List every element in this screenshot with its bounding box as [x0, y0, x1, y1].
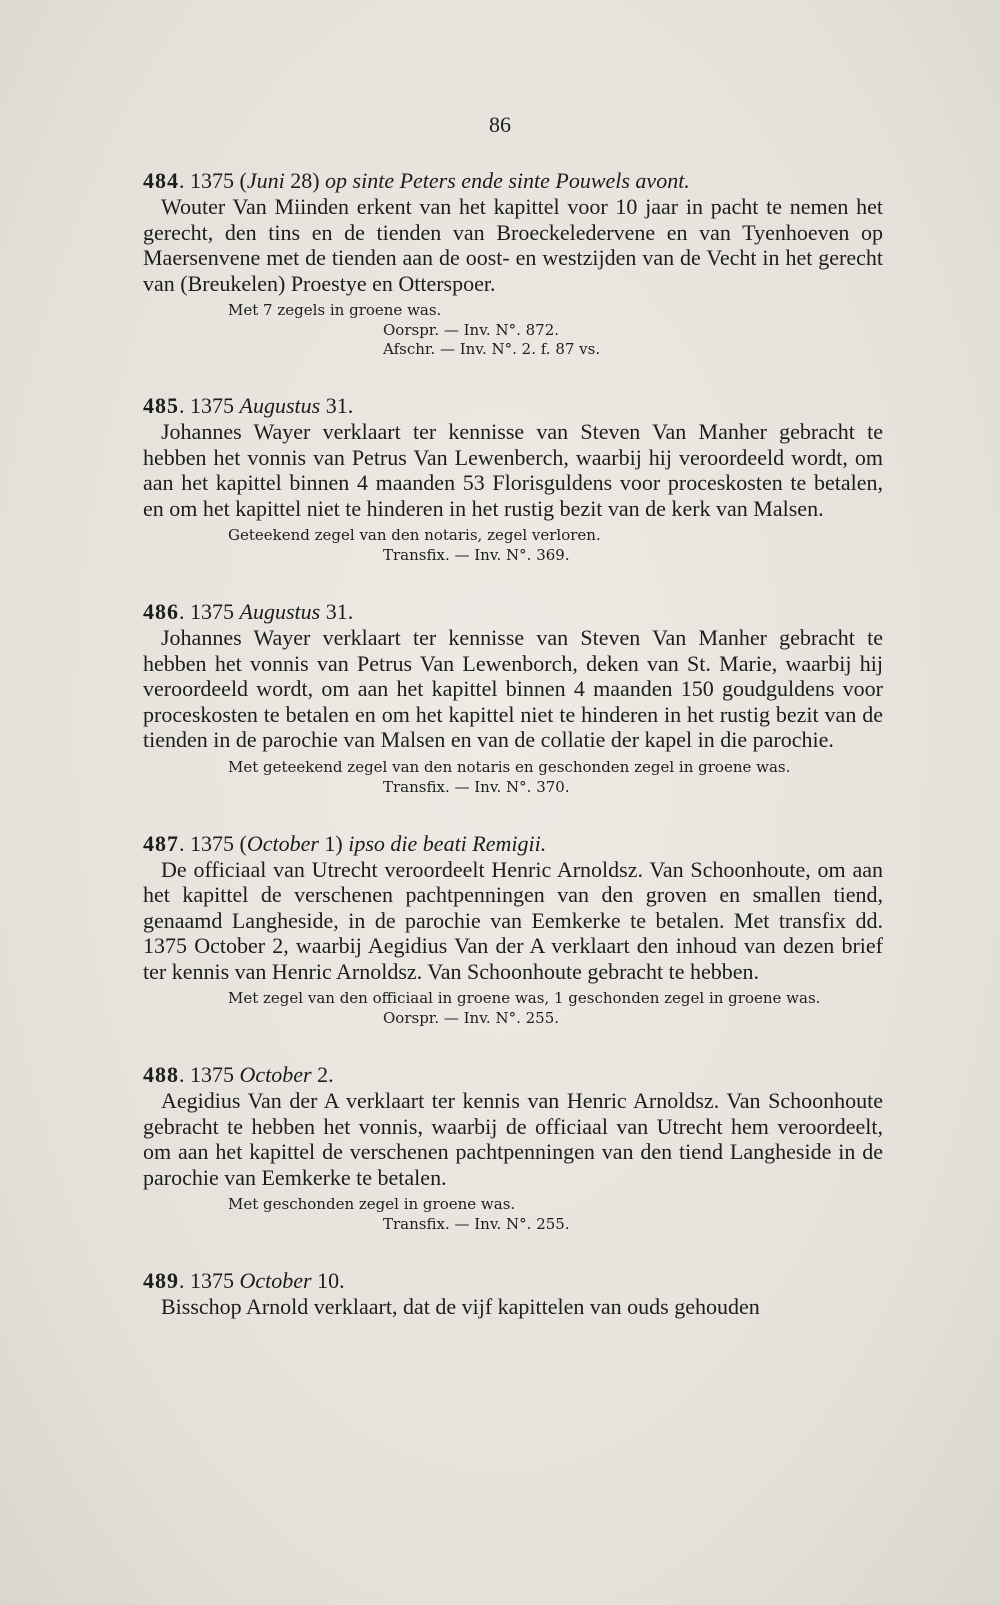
entry-heading: 488. 1375 October 2.: [143, 1062, 334, 1087]
entry-date-month: Juni: [246, 168, 285, 193]
archive-reference: Transfix. — Inv. N°. 370.: [383, 777, 570, 796]
entry-feast-day: op sinte Peters ende sinte Pouwels avont.: [325, 168, 690, 193]
entry-date-day: 1): [318, 830, 349, 856]
entry-number: 485: [143, 393, 179, 418]
entry-heading: 487. 1375 (October 1) ipso die beati Remigii.: [143, 830, 547, 856]
entry-text: Wouter Van Miinden erkent van het kapittel voor 10 jaar in pacht te nemen het gerecht, den tins en de tienden van Broeckeledervene en van Tyenhoeven op Maersenvene met de tienden aan de oost- en westzijden van de Vecht in het gerecht van (Breukelen) Proestye en Otterspoer.: [143, 194, 883, 296]
entry-text: Johannes Wayer verklaart ter kennisse van Steven Van Manher gebracht te hebben het vonnis van Petrus Van Lewenberch, waarbij hij veroordeeld wordt, om aan het kapittel binnen 4 maanden 53 Florisguldens voor proceskosten te betalen, en om het kapittel niet te hinderen in het rustig bezit van de kerk van Malsen.: [143, 419, 883, 521]
entry-heading: 484. 1375 (Juni 28) op sinte Peters ende sinte Pouwels avont.: [143, 168, 690, 193]
entry-number: 489: [143, 1268, 179, 1293]
charter-entry: [143, 1062, 883, 1234]
entry-heading: 485. 1375 Augustus 31.: [143, 393, 354, 418]
charter-entry: [143, 831, 883, 1029]
seal-note: Met 7 zegels in groene was.: [228, 301, 442, 319]
entry-date-month: Augustus: [239, 393, 321, 418]
seal-note: Met geschonden zegel in groene was.: [228, 1195, 516, 1213]
entry-date-day: 10.: [311, 1268, 345, 1293]
entry-date: 1375 (: [190, 830, 247, 856]
entry-date-day: 31.: [320, 599, 354, 624]
entry-text: Aegidius Van der A verklaart ter kennis van Henric Arnoldsz. Van Schoonhoute gebracht te hebben het vonnis, waarbij de officiaal van Utrecht hem veroordeelt, om aan het kapittel de verschenen pachtpenningen van den tiend Langheside in de parochie van Eemkerke te betalen.: [143, 1088, 883, 1190]
entry-date-month: October: [239, 1062, 312, 1087]
entry-date-month: Augustus: [239, 599, 321, 624]
seal-note: Met zegel van den officiaal in groene was, 1 geschonden zegel in groene was.: [228, 989, 821, 1007]
entry-number: 486: [143, 599, 179, 624]
entry-date: 1375: [190, 1268, 240, 1293]
charter-entry: [143, 599, 883, 797]
entry-date: 1375: [190, 599, 240, 624]
charter-entry: [143, 393, 883, 565]
entry-heading: 489. 1375 October 10.: [143, 1268, 345, 1293]
entry-text: De officiaal van Utrecht veroordeelt Henric Arnoldsz. Van Schoonhoute, om aan het kapittel de verschenen pachtpenningen van den groven en smallen tiend, genaamd Langheside, in de parochie van Eemkerke te betalen. Met transfix dd. 1375 October 2, waarbij Aegidius Van der A verklaart den inhoud van dezen brief ter kennis van Henric Arnoldsz. Van Schoonhoute gebracht te hebben.: [143, 856, 883, 984]
entry-text: Bisschop Arnold verklaart, dat de vijf kapittelen van ouds gehouden: [161, 1294, 760, 1319]
seal-note: Met geteekend zegel van den notaris en geschonden zegel in groene was.: [228, 757, 791, 776]
archive-reference: Transfix. — Inv. N°. 255.: [383, 1215, 570, 1233]
page-number: 86: [489, 112, 511, 137]
entry-text: Johannes Wayer verklaart ter kennisse van Steven Van Manher gebracht te hebben het vonnis van Petrus Van Lewenborch, deken van St. Marie, waarbij hij veroordeeld wordt, om aan het kapittel binnen 4 maanden 150 goudguldens voor proceskosten te betalen en om het kapittel niet te hinderen in het rustig bezit van de tienden in de parochie van Malsen en van de collatie der kapel in die parochie.: [143, 625, 883, 752]
archive-reference: Afschr. — Inv. N°. 2. f. 87 vs.: [383, 340, 601, 358]
archive-reference: Oorspr. — Inv. N°. 872.: [383, 321, 560, 339]
charter-entry: [143, 1268, 883, 1320]
page-content: [143, 168, 883, 1354]
entry-date: 1375: [190, 393, 240, 418]
archive-reference: Transfix. — Inv. N°. 369.: [383, 546, 570, 564]
entry-date-day: 31.: [320, 393, 354, 418]
entry-date-month: October: [239, 1268, 312, 1293]
entry-date-month: October: [246, 830, 319, 856]
entry-date: 1375: [190, 1062, 240, 1087]
entry-feast-day: ipso die beati Remigii.: [348, 830, 547, 856]
entry-number: 487: [143, 830, 179, 856]
entry-heading: 486. 1375 Augustus 31.: [143, 599, 354, 624]
charter-entry: [143, 168, 883, 359]
seal-note: Geteekend zegel van den notaris, zegel verloren.: [228, 526, 601, 544]
entry-number: 484: [143, 168, 179, 193]
archive-reference: Oorspr. — Inv. N°. 255.: [383, 1009, 560, 1027]
entry-number: 488: [143, 1062, 179, 1087]
entry-date-day: 2.: [311, 1062, 334, 1087]
entry-date-day: 28): [284, 168, 326, 193]
entry-date: 1375 (: [190, 168, 247, 193]
